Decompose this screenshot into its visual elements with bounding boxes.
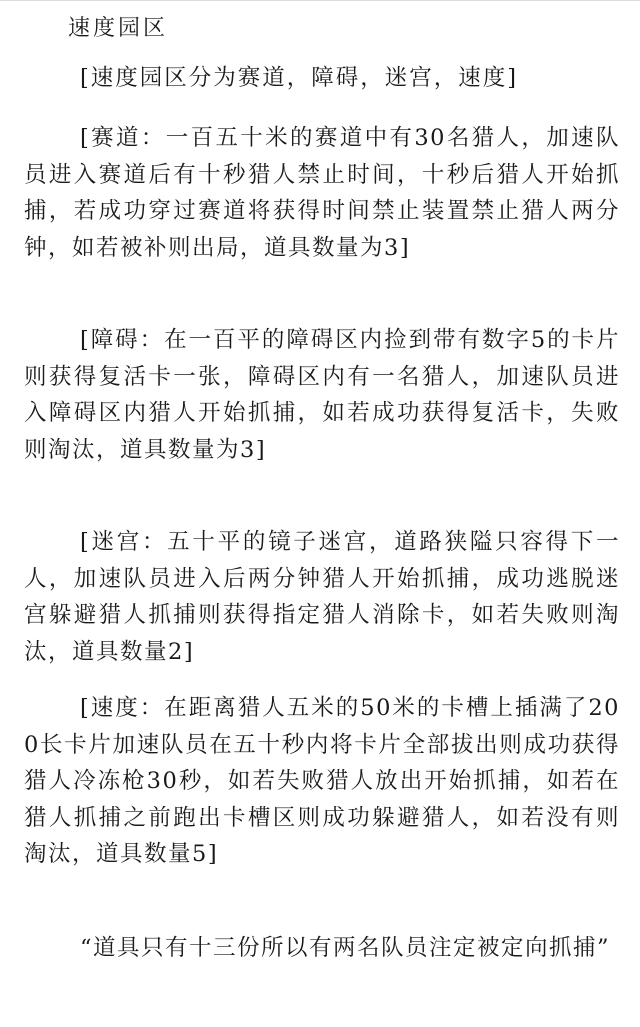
obstacle-paragraph: [障碍：在一百平的障碍区内捡到带有数字5的卡片则获得复活卡一张，障碍区内有一名猎人，加速队员进入障碍区内猎人开始抓捕，如若成功获得复活卡，失败则淘汰，道具数量为3] [24,327,620,463]
speed-paragraph: [速度：在距离猎人五米的50米的卡槽上插满了200长卡片加速队员在五十秒内将卡片全部拔出则成功获得猎人冷冻枪30秒，如若失败猎人放出开始抓捕，如若在猎人抓捕之前跑出卡槽区则成功躲避猎人，如若没有则淘汰，道具数量5] [24,695,620,867]
note-paragraph: “道具只有十三份所以有两名队员注定被定向抓捕” [80,935,611,961]
page-title: 速度园区 [68,16,169,41]
intro-paragraph: [速度园区分为赛道，障碍，迷宫，速度] [80,65,519,91]
maze-paragraph: [迷宫：五十平的镜子迷宫，道路狭隘只容得下一人，加速队员进入后两分钟猎人开始抓捕，成功逃脱迷宫躲避猎人抓捕则获得指定猎人消除卡，如若失败则淘汰，道具数量2] [24,529,620,665]
track-paragraph: [赛道：一百五十米的赛道中有30名猎人，加速队员进入赛道后有十秒猎人禁止时间，十秒后猎人开始抓捕，若成功穿过赛道将获得时间禁止装置禁止猎人两分钟，如若被补则出局，道具数量为3] [24,125,620,261]
